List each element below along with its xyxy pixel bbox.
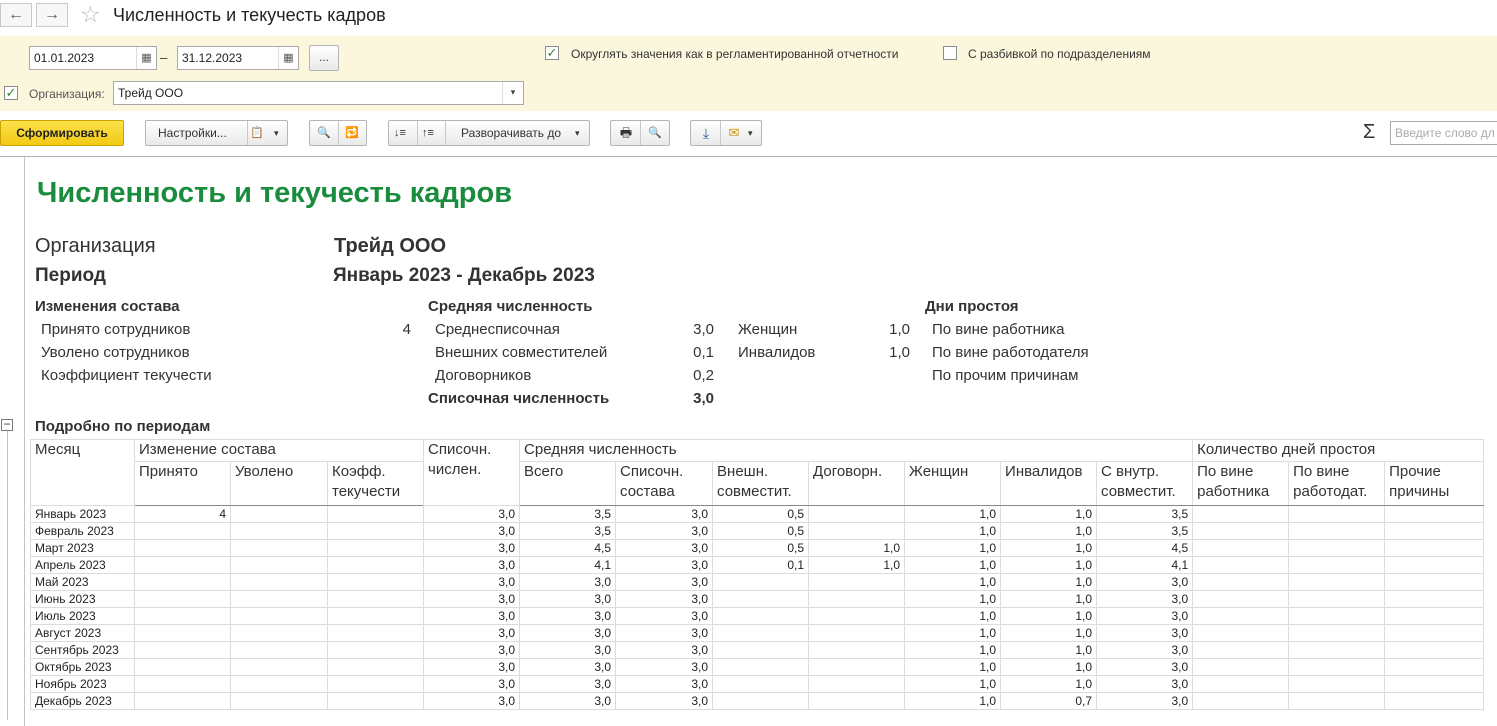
table-cell [1385,574,1484,591]
table-cell: 3,0 [424,676,520,693]
table-cell: 3,0 [424,557,520,574]
chevron-down-icon[interactable]: ▾ [274,128,279,138]
table-cell [1193,625,1289,642]
row-month-cell: Январь 2023 [31,506,135,523]
table-cell [231,557,328,574]
date-to-input[interactable] [177,46,299,70]
report-title: Численность и текучесть кадров [37,177,513,209]
col-dismissed: Уволено [231,462,328,506]
table-cell [1289,574,1385,591]
table-cell [1289,659,1385,676]
window-title: Численность и текучесть кадров [113,5,386,25]
arrow-right-icon: → [44,6,60,23]
table-cell [231,523,328,540]
table-cell [1289,608,1385,625]
table-cell: 3,0 [616,523,713,540]
table-cell: 3,0 [616,676,713,693]
table-cell [231,642,328,659]
table-cell [1289,693,1385,710]
col-by-employee: По вине работника [1193,462,1289,506]
table-cell [809,625,905,642]
table-cell [1385,591,1484,608]
col-women: Женщин [905,462,1001,506]
hired-label: Принято сотрудников [41,321,191,338]
report-left-rule [24,157,25,726]
table-cell [328,693,424,710]
row-month-cell: Ноябрь 2023 [31,676,135,693]
table-cell [1385,557,1484,574]
table-cell [1385,625,1484,642]
table-cell [135,659,231,676]
table-cell [1193,591,1289,608]
table-cell: 1,0 [905,557,1001,574]
table-row [31,557,1484,574]
print-button-group [610,120,670,146]
table-cell [328,574,424,591]
row-month-cell: Сентябрь 2023 [31,642,135,659]
table-cell [135,676,231,693]
table-cell [328,659,424,676]
settings-button-group [145,120,288,146]
table-cell: 3,0 [1097,676,1193,693]
row-month-cell: Июнь 2023 [31,591,135,608]
grouping-button-group [388,120,590,146]
table-cell [1193,642,1289,659]
date-range-dash: – [160,50,168,65]
find-button-group [309,120,367,146]
hired-value: 4 [402,321,411,338]
expand-to-button[interactable]: Разворачивать до [461,126,562,140]
downtime-employee-label: По вине работника [932,321,1065,338]
table-cell [809,693,905,710]
col-hired: Принято [135,462,231,506]
table-cell: 3,0 [616,608,713,625]
table-cell: 1,0 [1001,642,1097,659]
table-row [31,642,1484,659]
table-cell: 1,0 [905,523,1001,540]
split-by-dept-checkbox[interactable] [943,46,957,60]
table-body [31,506,1484,710]
table-cell: 1,0 [905,591,1001,608]
table-cell: 3,0 [424,523,520,540]
table-cell: 4,5 [1097,540,1193,557]
generate-button[interactable]: Сформировать [0,120,124,146]
chevron-down-icon[interactable]: ▾ [502,82,523,104]
col-other: Прочие причины [1385,462,1484,506]
table-cell: 1,0 [905,574,1001,591]
table-cell: 4,1 [520,557,616,574]
table-cell [1289,540,1385,557]
table-cell [1193,676,1289,693]
table-cell [1193,659,1289,676]
table-cell [135,557,231,574]
table-cell [231,574,328,591]
back-button[interactable] [0,3,32,27]
col-disabled: Инвалидов [1001,462,1097,506]
find-icon[interactable]: 🔍 [317,127,331,139]
table-cell [135,523,231,540]
table-row [31,591,1484,608]
table-cell [135,693,231,710]
table-cell [713,676,809,693]
table-cell [1289,642,1385,659]
col-external: Внешн. совместит. [713,462,809,506]
table-cell: 3,0 [520,608,616,625]
col-total: Всего [520,462,616,506]
table-cell: 0,5 [713,506,809,523]
org-select[interactable] [113,81,524,105]
table-cell [713,659,809,676]
col-list: Списочн. состава [616,462,713,506]
table-cell: 1,0 [1001,540,1097,557]
date-to-value: 31.12.2023 [182,51,243,65]
org-header-label: Организация [35,235,156,257]
table-row [31,506,1484,523]
search-input[interactable]: Введите слово дл [1390,121,1497,145]
table-cell [713,591,809,608]
org-filter-checkbox[interactable]: ✓ [5,85,17,100]
details-table [30,439,1484,710]
table-cell: 3,0 [1097,625,1193,642]
table-cell [809,591,905,608]
table-cell [1193,693,1289,710]
period-value: Январь 2023 - Декабрь 2023 [333,265,595,286]
table-cell: 3,0 [520,676,616,693]
table-row [31,625,1484,642]
table-cell [713,608,809,625]
org-header-value: Трейд ООО [334,235,447,257]
arrow-left-icon: ← [8,6,24,23]
table-cell [231,591,328,608]
mail-icon[interactable]: ✉ [728,125,740,140]
table-cell: 1,0 [1001,523,1097,540]
table-cell [713,574,809,591]
table-cell [809,608,905,625]
col-group-changes: Изменение состава [135,440,424,462]
table-cell: 3,0 [616,659,713,676]
row-month-cell: Апрель 2023 [31,557,135,574]
table-cell: 1,0 [905,608,1001,625]
table-cell: 1,0 [1001,591,1097,608]
print-preview-icon[interactable]: 🔍 [648,127,662,139]
sum-icon[interactable]: Σ [1363,121,1376,143]
table-cell: 3,0 [520,693,616,710]
date-from-value: 01.01.2023 [34,51,95,65]
col-headcount: Списочн. числен. [424,440,520,506]
table-cell: 3,0 [616,506,713,523]
external-label: Внешних совместителей [435,344,608,361]
org-label: Организация: [29,87,105,101]
sort-descending-icon[interactable]: ↑≡ [422,127,434,139]
dismissed-label: Уволено сотрудников [41,344,190,361]
table-cell: 3,0 [616,693,713,710]
table-cell: 0,1 [713,557,809,574]
table-cell: 3,0 [424,506,520,523]
sort-ascending-icon[interactable]: ↓≡ [394,127,406,139]
table-cell: 1,0 [905,625,1001,642]
table-cell: 1,0 [905,693,1001,710]
table-cell [1385,540,1484,557]
table-cell: 3,0 [1097,642,1193,659]
round-values-checkbox[interactable]: ✓ [546,45,558,60]
table-cell: 1,0 [905,642,1001,659]
table-row [31,540,1484,557]
table-cell: 3,5 [1097,523,1193,540]
table-cell: 3,0 [616,642,713,659]
details-title: Подробно по периодам [35,418,211,435]
turnover-label: Коэффициент текучести [41,367,212,384]
table-cell [1385,659,1484,676]
table-cell: 3,0 [424,642,520,659]
table-cell: 1,0 [905,676,1001,693]
org-select-value: Трейд ООО [118,86,184,100]
table-cell: 3,0 [616,540,713,557]
avg-list-value: 3,0 [693,321,714,338]
report-top-border [0,156,1497,157]
headcount-value: 3,0 [693,390,714,407]
table-cell: 1,0 [905,540,1001,557]
col-contract: Договорн. [809,462,905,506]
table-cell: 3,0 [1097,574,1193,591]
table-cell [1385,608,1484,625]
settings-button[interactable]: Настройки... [158,126,227,140]
disabled-label: Инвалидов [738,344,816,361]
table-cell [1289,676,1385,693]
downtime-section-title: Дни простоя [925,298,1019,315]
table-cell: 1,0 [1001,557,1097,574]
table-cell: 1,0 [905,506,1001,523]
forward-button[interactable] [36,3,68,27]
headcount-label: Списочная численность [428,390,610,407]
table-cell: 0,7 [1001,693,1097,710]
contractors-value: 0,2 [693,367,714,384]
external-value: 0,1 [693,344,714,361]
women-label: Женщин [738,321,798,338]
table-cell [328,523,424,540]
save-icon[interactable]: ⤓ [702,125,710,141]
table-cell [231,659,328,676]
table-cell [328,540,424,557]
table-cell: 3,0 [424,608,520,625]
changes-section-title: Изменения состава [35,298,180,315]
table-cell: 3,0 [616,625,713,642]
table-cell: 3,0 [520,625,616,642]
table-cell [1289,523,1385,540]
avg-list-label: Среднесписочная [435,321,560,338]
table-cell: 3,0 [1097,659,1193,676]
table-cell [1289,625,1385,642]
table-cell: 1,0 [1001,608,1097,625]
table-cell [135,642,231,659]
table-cell [1289,557,1385,574]
table-cell: 3,0 [616,591,713,608]
women-value: 1,0 [889,321,910,338]
table-cell [231,625,328,642]
table-cell: 1,0 [1001,506,1097,523]
table-cell [135,540,231,557]
table-cell: 3,0 [424,659,520,676]
table-cell: 3,0 [424,591,520,608]
find-next-icon[interactable]: 🔁 [345,127,359,139]
row-month-cell: Август 2023 [31,625,135,642]
table-cell: 4 [135,506,231,523]
row-month-cell: Октябрь 2023 [31,659,135,676]
table-cell: 3,0 [616,574,713,591]
chevron-down-icon[interactable]: ▾ [575,128,580,138]
calendar-icon[interactable]: ▦ [278,47,298,69]
table-cell [809,523,905,540]
table-cell [328,506,424,523]
table-cell [135,591,231,608]
period-label: Период [35,265,106,286]
col-group-downtime: Количество дней простоя [1193,440,1484,462]
table-cell [328,557,424,574]
table-cell: 1,0 [1001,659,1097,676]
favorite-star-icon[interactable]: ☆ [80,1,101,27]
table-cell: 1,0 [905,659,1001,676]
table-cell: 3,0 [424,540,520,557]
table-cell [809,506,905,523]
col-internal: С внутр. совместит. [1097,462,1193,506]
table-cell [1193,574,1289,591]
table-cell [135,608,231,625]
table-cell: 3,0 [1097,591,1193,608]
table-cell [135,625,231,642]
period-select-button[interactable]: ... [309,45,339,71]
table-row [31,659,1484,676]
table-cell [231,506,328,523]
downtime-other-label: По прочим причинам [932,367,1079,384]
row-month-cell: Июль 2023 [31,608,135,625]
col-group-avg: Средняя численность [520,440,1193,462]
table-cell: 4,5 [520,540,616,557]
date-from-input[interactable] [29,46,157,70]
table-cell: 1,0 [809,540,905,557]
table-cell: 3,0 [520,574,616,591]
table-cell: 4,1 [1097,557,1193,574]
export-button-group [690,120,762,146]
table-cell [809,574,905,591]
table-cell: 3,0 [424,693,520,710]
table-row [31,676,1484,693]
table-cell [1385,676,1484,693]
chevron-down-icon[interactable]: ▾ [748,128,753,138]
table-cell [713,642,809,659]
row-month-cell: Март 2023 [31,540,135,557]
table-cell [1193,557,1289,574]
table-cell [328,608,424,625]
table-cell [809,642,905,659]
table-cell [1193,506,1289,523]
table-cell: 3,5 [520,523,616,540]
collapse-icon[interactable]: − [1,419,13,431]
table-cell [713,693,809,710]
table-cell [809,659,905,676]
table-cell [1289,591,1385,608]
downtime-employer-label: По вине работодателя [932,344,1089,361]
table-row [31,608,1484,625]
print-icon[interactable]: 🖶 [619,125,633,140]
round-values-label: Округлять значения как в регламентированной отчетности [571,47,899,61]
table-cell [328,642,424,659]
table-cell [1193,523,1289,540]
table-cell [231,693,328,710]
col-turnover: Коэфф. текучести [328,462,424,506]
disabled-value: 1,0 [889,344,910,361]
table-cell: 0,5 [713,523,809,540]
table-cell: 3,0 [1097,608,1193,625]
table-cell: 1,0 [1001,574,1097,591]
col-by-employer: По вине работодат. [1289,462,1385,506]
table-cell [1193,608,1289,625]
table-cell [1385,523,1484,540]
table-cell [713,625,809,642]
table-cell [328,591,424,608]
table-cell: 1,0 [1001,625,1097,642]
table-cell [1385,642,1484,659]
calendar-icon[interactable]: ▦ [136,47,156,69]
table-cell [231,676,328,693]
table-cell [1385,506,1484,523]
table-cell: 3,0 [424,625,520,642]
table-cell: 0,5 [713,540,809,557]
report-variants-icon[interactable]: 📋 [250,127,264,139]
table-cell: 1,0 [1001,676,1097,693]
split-by-dept-label: С разбивкой по подразделениям [968,47,1151,61]
table-cell [231,608,328,625]
table-row [31,693,1484,710]
table-cell [1193,540,1289,557]
table-row [31,574,1484,591]
group-rule [7,430,8,720]
table-cell: 3,0 [616,557,713,574]
table-cell: 3,5 [520,506,616,523]
contractors-label: Договорников [435,367,532,384]
row-month-cell: Май 2023 [31,574,135,591]
table-cell: 1,0 [809,557,905,574]
table-row [31,523,1484,540]
table-cell [135,574,231,591]
table-cell [328,676,424,693]
table-cell [328,625,424,642]
row-month-cell: Февраль 2023 [31,523,135,540]
table-cell: 3,0 [424,574,520,591]
table-cell [231,540,328,557]
row-month-cell: Декабрь 2023 [31,693,135,710]
table-cell [1289,506,1385,523]
col-month: Месяц [31,440,135,506]
table-cell: 3,0 [520,591,616,608]
table-cell [809,676,905,693]
avg-section-title: Средняя численность [428,298,593,315]
table-cell [1385,693,1484,710]
table-cell: 3,0 [520,659,616,676]
table-cell: 3,0 [1097,693,1193,710]
table-cell: 3,5 [1097,506,1193,523]
table-cell: 3,0 [520,642,616,659]
